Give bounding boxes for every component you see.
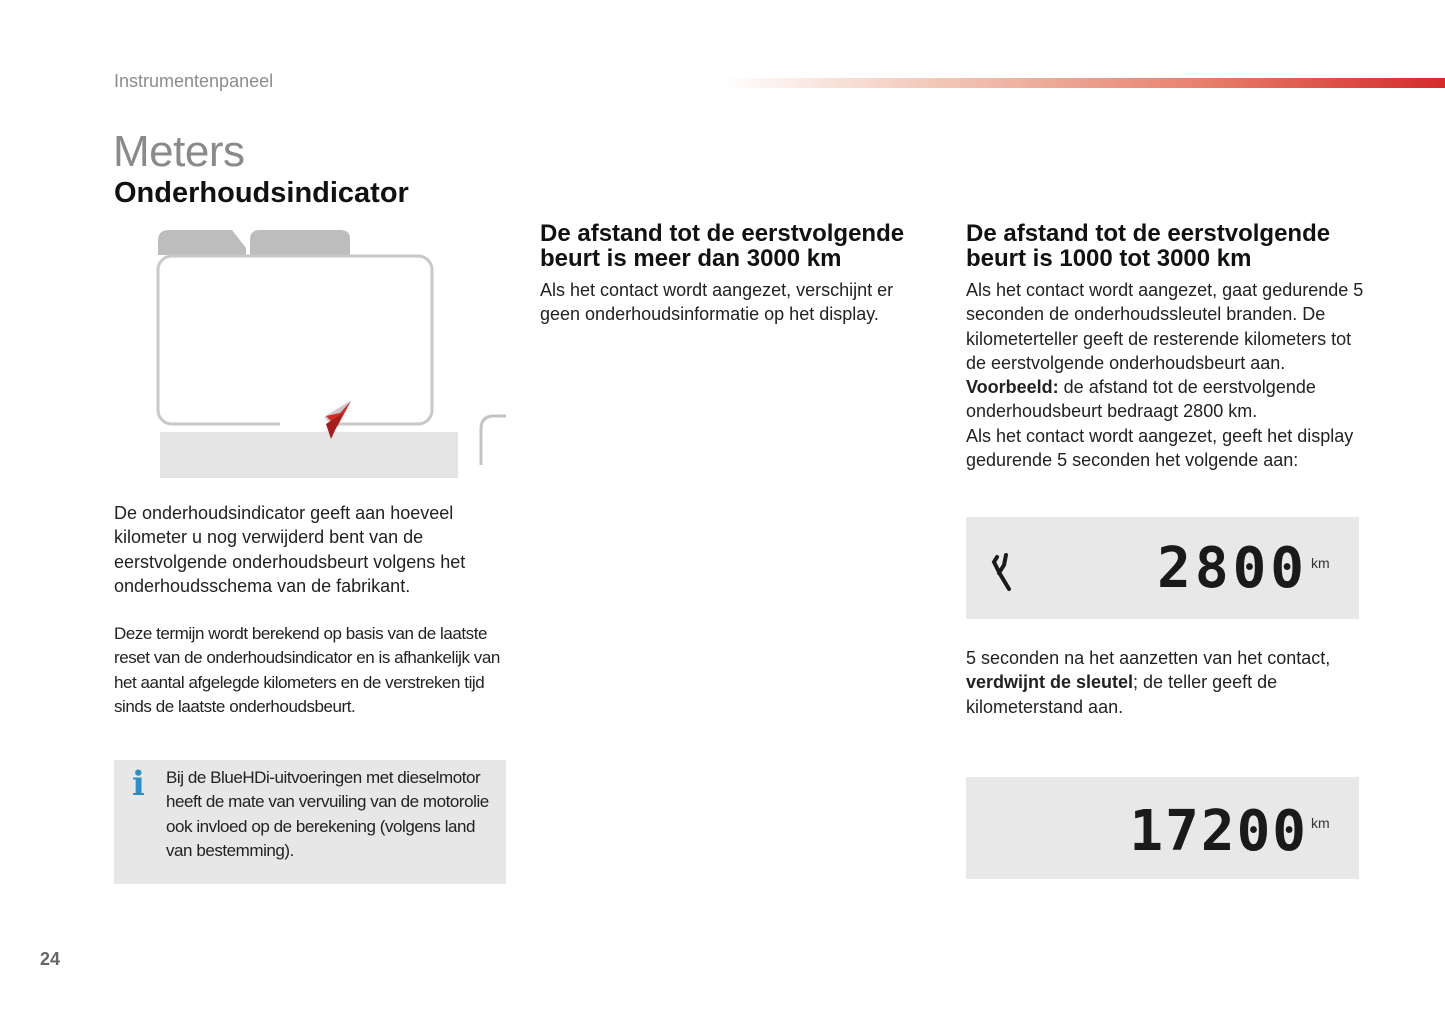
info-icon: i	[132, 764, 145, 804]
paragraph-1000-to-3000-text: Als het contact wordt aangezet, gaat gedurende 5 seconden de onderhoudssleutel branden. De kilometerteller geeft de resterende kilometers tot de eerstvolgende onderhoudsbeurt aan.	[966, 280, 1364, 373]
odometer-unit: km	[1311, 815, 1330, 831]
key-text-bold: verdwijnt de sleutel	[966, 672, 1134, 693]
display-service-2800	[966, 517, 1359, 619]
paragraph-1000-to-3000	[966, 278, 1366, 472]
wrench-icon	[994, 555, 1009, 589]
key-text-post: ; de teller geeft de kilometerstand aan.	[966, 672, 1278, 717]
section-title: Onderhoudsindicator	[114, 177, 409, 209]
instrument-panel-illustration	[150, 225, 510, 487]
key-text-pre: 5 seconden na het aanzetten van het contact,	[966, 648, 1331, 668]
example-text: de afstand tot de eerstvolgende onderhoudsbeurt bedraagt 2800 km.	[966, 377, 1316, 422]
display-value: 2800	[1157, 536, 1308, 601]
odometer-value: 17200	[1129, 799, 1308, 864]
display-odometer-17200	[966, 777, 1359, 879]
intro-paragraph: De onderhoudsindicator geeft aan hoeveel kilometer u nog verwijderd bent van de eerstvolgende onderhoudsbeurt volgens het onderhoudsschema van de fabrikant.	[114, 503, 466, 596]
heading-more-than-3000: De afstand tot de eerstvolgende beurt is meer dan 3000 km	[540, 220, 905, 272]
display-intro-text: Als het contact wordt aangezet, geeft het display gedurende 5 seconden het volgende aan:	[966, 425, 1354, 471]
page-title: Meters	[113, 127, 245, 176]
example-label: Voorbeeld:	[966, 377, 1059, 398]
info-box	[114, 760, 506, 884]
display-unit: km	[1311, 555, 1330, 571]
header-accent-bar	[720, 78, 1445, 88]
paragraph-more-than-3000: Als het contact wordt aangezet, verschijnt er geen onderhoudsinformatie op het display.	[540, 280, 894, 325]
key-disappears-paragraph	[966, 646, 1366, 719]
heading-1000-to-3000: De afstand tot de eerstvolgende beurt is 1000 tot 3000 km	[966, 220, 1331, 272]
breadcrumb: Instrumentenpaneel	[114, 71, 274, 91]
info-text: Bij de BlueHDi-uitvoeringen met dieselmotor heeft de mate van vervuiling van de motorolie ook invloed op de berekening (volgens land van bestemming).	[166, 768, 489, 860]
page-number: 24	[40, 949, 61, 969]
calculation-paragraph: Deze termijn wordt berekend op basis van de laatste reset van de onderhoudsindicator en is afhankelijk van het aantal afgelegde kilometers en de verstreken tijd sinds de laatste onderhoudsbeurt.	[114, 624, 500, 716]
